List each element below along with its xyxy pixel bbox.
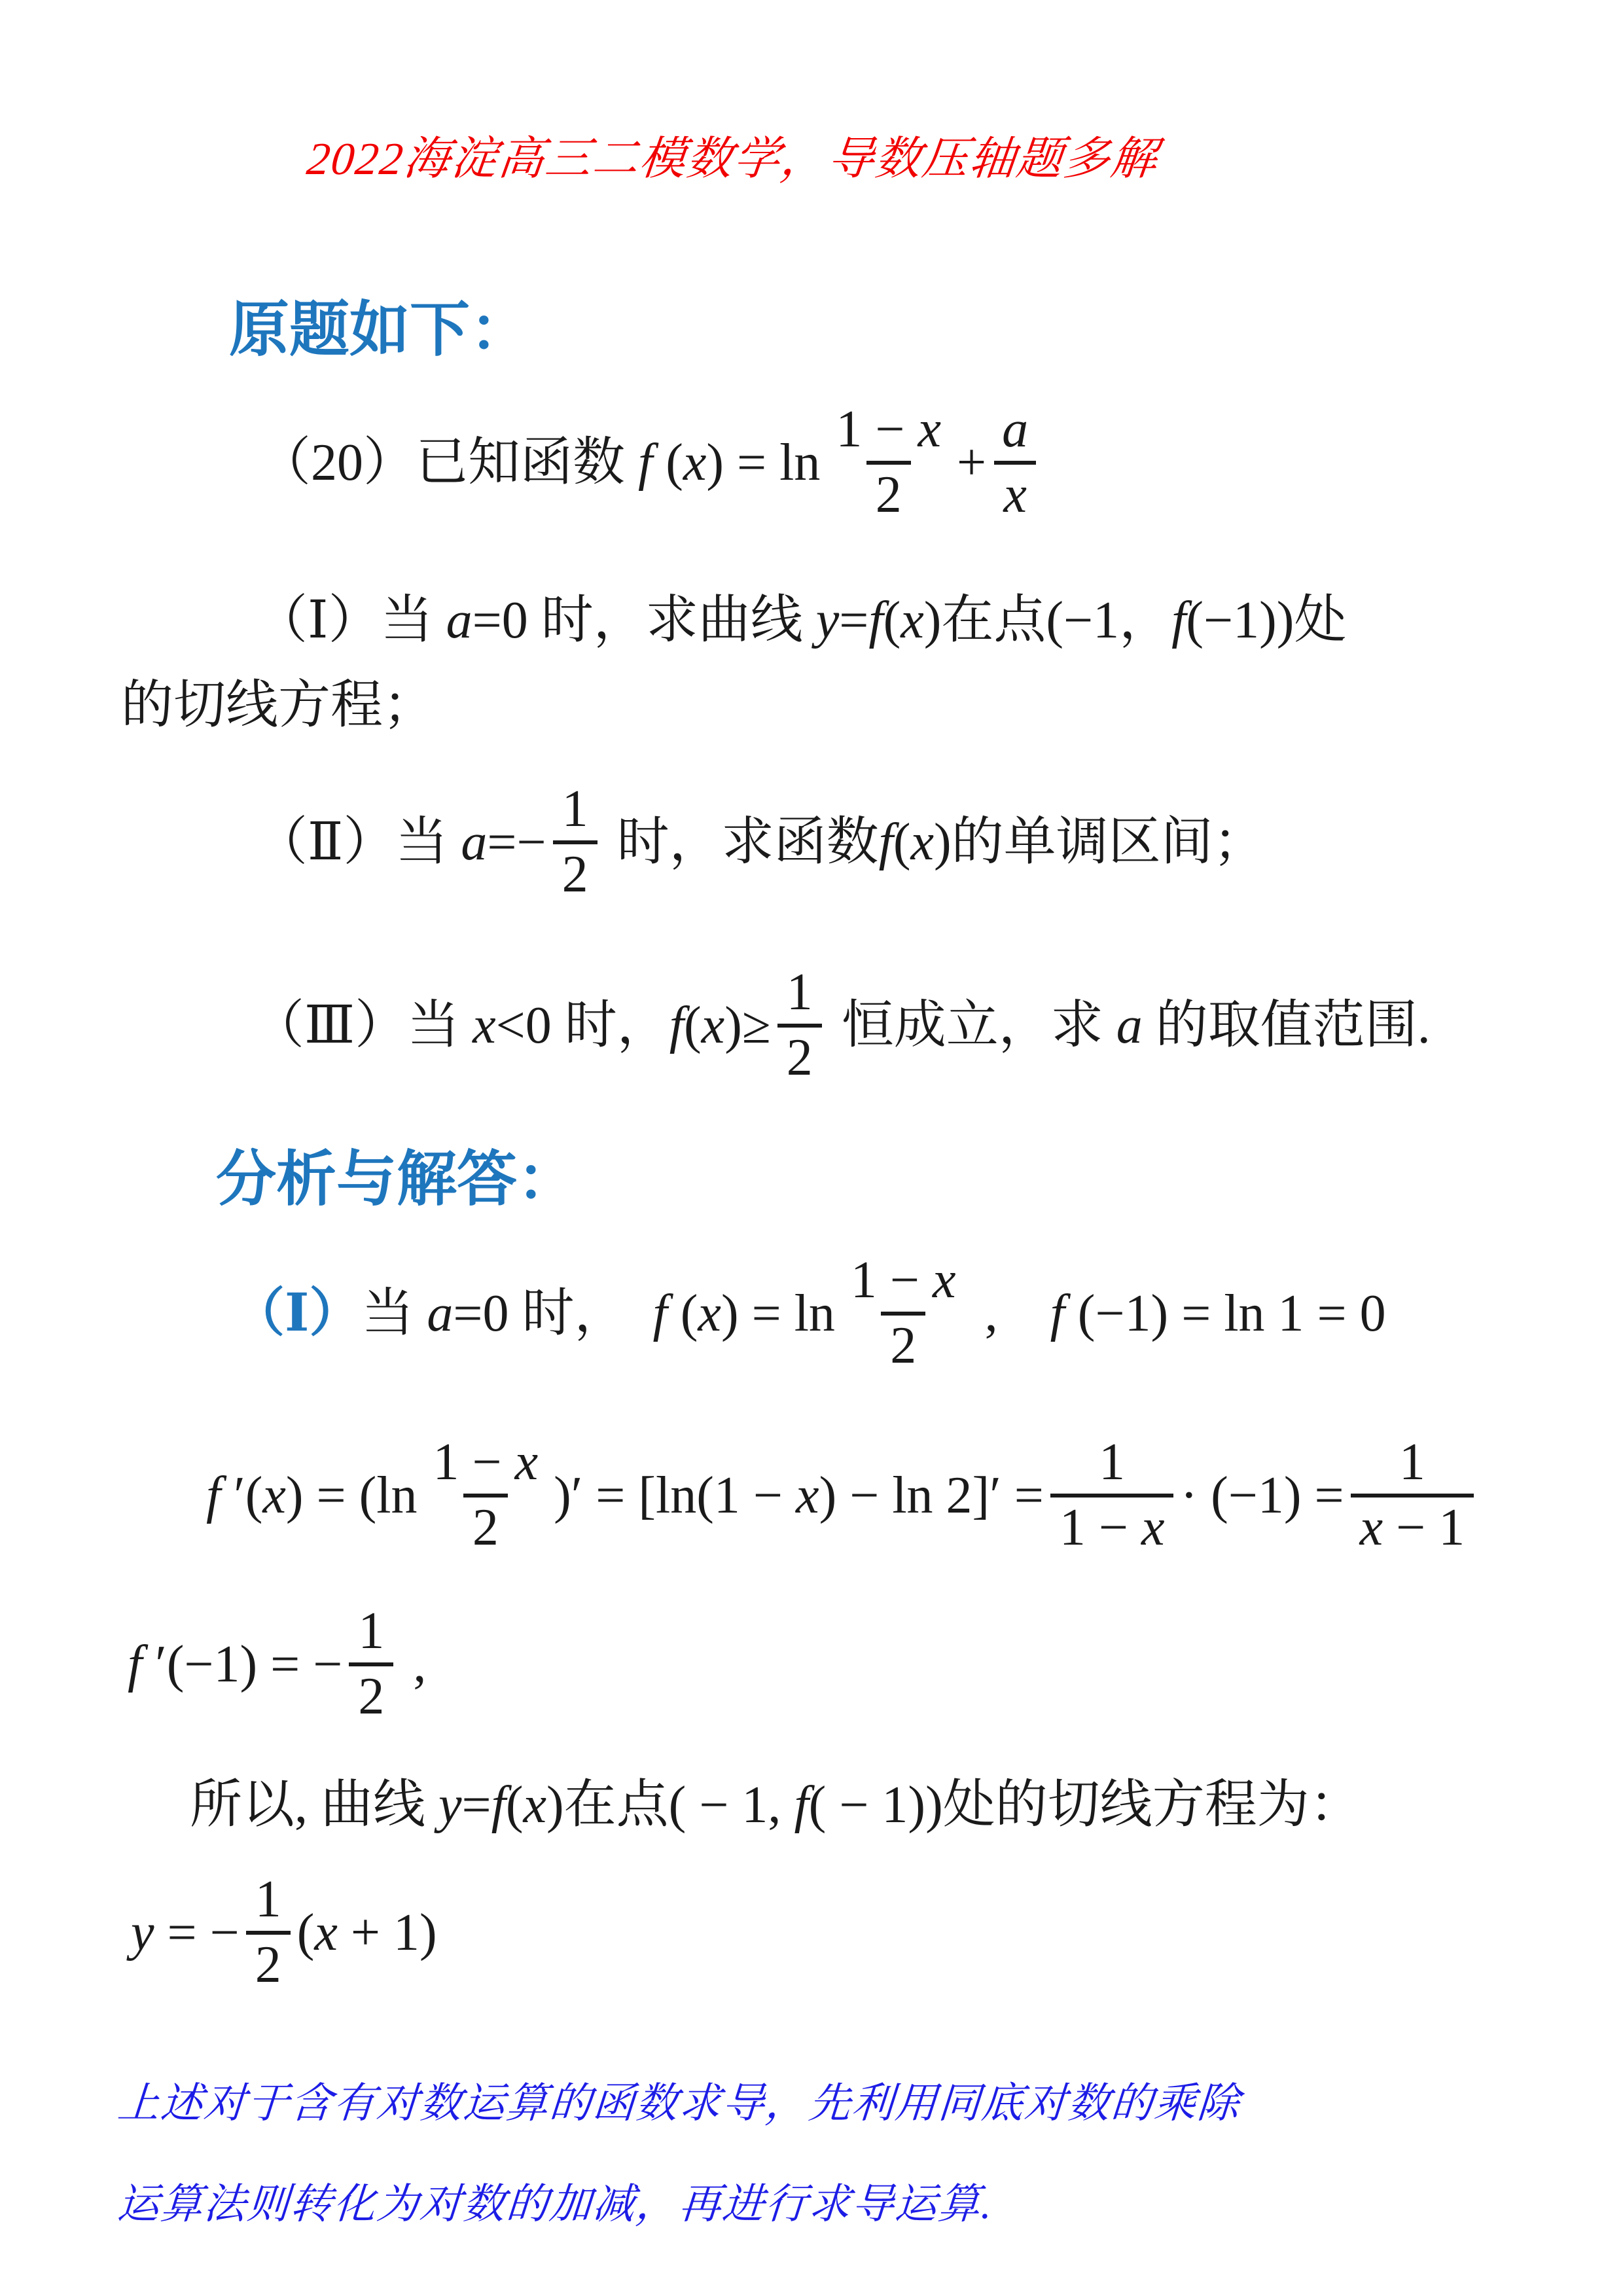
fraction-numerator — [993, 401, 1037, 461]
text-run: f — [1050, 1284, 1065, 1342]
text-run: f — [652, 1284, 668, 1342]
fraction-denominator — [777, 1024, 822, 1088]
text-run: (−1) = ln 1 = 0 — [1064, 1284, 1386, 1342]
text-run: 2 — [890, 1316, 917, 1374]
text-run: x — [514, 1433, 539, 1491]
text-run: ( — [893, 813, 911, 871]
text-run: (−1)) — [1186, 592, 1294, 649]
text-run: ) — [923, 592, 942, 649]
fraction — [777, 963, 822, 1087]
text-run: ) — [546, 1776, 564, 1834]
text-run: x — [683, 433, 707, 492]
text-run: 1 — [1399, 1433, 1425, 1491]
fraction — [827, 401, 950, 524]
text-run: 1 − — [433, 1433, 515, 1491]
problem-part3-line — [252, 963, 1431, 1087]
text-run: 2 — [358, 1667, 385, 1725]
text-run: =− — [487, 813, 546, 871]
text-run: ( — [296, 1903, 315, 1962]
fraction-numerator — [424, 1433, 548, 1494]
text-run: − 1 — [1383, 1498, 1465, 1556]
text-run: = − — [154, 1903, 240, 1962]
text-run: x — [701, 996, 725, 1054]
fraction-denominator — [246, 1931, 291, 1995]
fraction-numerator — [842, 1251, 965, 1312]
text-run: ) — [934, 813, 952, 871]
text-run: ′( — [221, 1466, 263, 1524]
text-run: ) − ln 2]′ = — [819, 1466, 1044, 1524]
fraction-numerator — [553, 780, 597, 840]
text-run: = — [839, 592, 869, 649]
text-run: 2 — [786, 1028, 813, 1086]
text-run: x — [1359, 1498, 1383, 1556]
text-run: f — [638, 433, 653, 492]
text-run: f — [206, 1466, 221, 1524]
text-run: f — [868, 592, 883, 649]
fraction-numerator — [246, 1871, 291, 1931]
text-run: （Ⅰ） — [232, 1284, 362, 1342]
text-run: 时，求函数 — [603, 813, 879, 871]
text-run: x — [698, 1284, 721, 1342]
text-run: (−1， — [1046, 592, 1172, 649]
text-run: f — [491, 1776, 506, 1834]
solution-part1-line — [232, 1251, 1386, 1375]
fraction — [993, 401, 1037, 524]
fraction-numerator — [1390, 1433, 1435, 1494]
fraction-numerator — [1090, 1433, 1134, 1494]
text-run: ( − 1)) — [808, 1776, 943, 1834]
text-run: ( — [505, 1776, 524, 1834]
problem-part1-line1 — [255, 588, 1346, 653]
fraction — [1050, 1433, 1174, 1557]
text-run: ) = (ln — [285, 1466, 418, 1524]
text-run: 2 — [875, 465, 902, 524]
text-run: x — [901, 592, 924, 649]
text-run: 2 — [255, 1935, 281, 1994]
text-run: )≥ — [724, 996, 771, 1054]
text-run: + — [957, 433, 987, 492]
text-run: ′(−1) = − — [142, 1635, 343, 1693]
text-run: 当 — [361, 1284, 427, 1342]
fraction-denominator — [994, 461, 1036, 525]
heading-original-problem: 原题如下： — [229, 296, 531, 363]
solution-derivative-line — [206, 1433, 1480, 1557]
text-run: 1 — [1099, 1433, 1126, 1491]
page-title: 2022海淀高三二模数学，导数压轴题多解 — [304, 134, 1161, 185]
solution-conclusion-line — [190, 1772, 1362, 1838]
text-run: + 1) — [337, 1903, 437, 1962]
text-run: （Ⅲ）当 — [252, 996, 473, 1054]
fraction-denominator — [1050, 1494, 1174, 1558]
text-run: = — [461, 1776, 491, 1834]
text-run: <0 — [495, 996, 565, 1054]
text-run: x — [1141, 1498, 1165, 1556]
text-run: x — [523, 1776, 547, 1834]
note-line-1: 上述对于含有对数运算的函数求导，先利用同底对数的乘除 — [116, 2080, 1243, 2126]
text-run: x — [262, 1466, 286, 1524]
text-run: , — [400, 1635, 427, 1693]
solution-fprime-value-line — [128, 1602, 426, 1726]
note-line-2: 运算法则转化为对数的加减，再进行求导运算. — [116, 2181, 995, 2227]
text-run: 所以, 曲线 — [190, 1776, 438, 1834]
text-run: x — [1003, 465, 1027, 524]
text-run: · (−1) = — [1180, 1466, 1344, 1524]
text-run: （20）已知函数 — [259, 433, 638, 492]
text-run: 1 — [786, 963, 813, 1021]
fraction-numerator — [827, 401, 950, 461]
text-run: a — [446, 592, 473, 649]
solution-tangent-line — [131, 1871, 437, 1994]
text-run: x — [314, 1903, 338, 1962]
fraction — [553, 780, 597, 904]
text-run: a — [461, 813, 488, 871]
text-run: （Ⅰ）当 — [255, 592, 446, 649]
text-run: 1 — [255, 1871, 281, 1928]
fraction-numerator — [777, 963, 822, 1024]
text-run: f — [128, 1635, 143, 1693]
text-run: 在点 — [563, 1776, 669, 1834]
fraction-denominator — [881, 1312, 925, 1376]
text-run: （Ⅱ）当 — [255, 813, 461, 871]
fraction-denominator — [349, 1662, 393, 1727]
text-run: ) = ln — [706, 433, 821, 492]
text-run: 1 − — [1059, 1498, 1141, 1556]
problem-q20-formula — [259, 401, 1044, 524]
text-run: y — [815, 592, 840, 649]
text-run: )′ = [ln(1 − — [554, 1466, 796, 1524]
text-run: x — [796, 1466, 819, 1524]
fraction-numerator — [349, 1602, 393, 1662]
fraction-denominator — [1351, 1494, 1474, 1558]
text-run: 1 — [562, 780, 588, 838]
text-run: 时， — [522, 1284, 653, 1342]
heading-analysis: 分析与解答： — [216, 1146, 578, 1213]
fraction-denominator — [866, 461, 911, 525]
text-run: 1 − — [850, 1251, 933, 1309]
text-run: ( — [883, 592, 901, 649]
text-run: 时， — [564, 996, 669, 1054]
fraction-denominator — [553, 840, 597, 905]
text-run: y — [438, 1776, 462, 1834]
text-run: , — [971, 1284, 1050, 1342]
text-run: 时，求曲线 — [541, 592, 816, 649]
text-run: ( — [667, 1284, 698, 1342]
text-run: 的单调区间； — [951, 813, 1266, 871]
text-run: a — [1116, 996, 1143, 1054]
text-run: y — [131, 1903, 154, 1962]
text-run: x — [933, 1251, 956, 1309]
text-run: 处 — [1294, 592, 1347, 649]
fraction — [1351, 1433, 1474, 1557]
text-run: a — [427, 1284, 454, 1342]
text-run: 的切线方程； — [121, 677, 435, 734]
text-run: ( — [684, 996, 702, 1054]
text-run: 1 − — [836, 401, 918, 458]
text-run: x — [473, 996, 496, 1054]
text-run: 恒成立，求 — [828, 996, 1116, 1054]
text-run: 在点 — [941, 592, 1046, 649]
text-run: ( — [652, 433, 683, 492]
text-run: 2 — [562, 845, 588, 903]
problem-part1-line2 — [121, 673, 435, 738]
fraction — [842, 1251, 965, 1375]
fraction — [424, 1433, 548, 1557]
fraction — [349, 1602, 393, 1726]
problem-part2-line — [255, 780, 1266, 904]
text-run: a — [1002, 401, 1029, 458]
text-run: f — [878, 813, 893, 871]
text-run: f — [1171, 592, 1186, 649]
text-run: ( − 1, — [668, 1776, 794, 1834]
text-run: 的取值范围. — [1142, 996, 1431, 1054]
text-run: x — [918, 401, 942, 458]
text-run: =0 — [472, 592, 541, 649]
fraction-denominator — [463, 1494, 508, 1558]
fraction — [246, 1871, 291, 1994]
text-run: f — [794, 1776, 809, 1834]
text-run: 2 — [472, 1498, 499, 1556]
text-run: 处的切线方程为： — [942, 1776, 1362, 1834]
text-run: 1 — [358, 1602, 385, 1660]
text-run: ) = ln — [721, 1284, 835, 1342]
text-run: f — [669, 996, 685, 1054]
text-run: =0 — [453, 1284, 522, 1342]
text-run: x — [910, 813, 934, 871]
